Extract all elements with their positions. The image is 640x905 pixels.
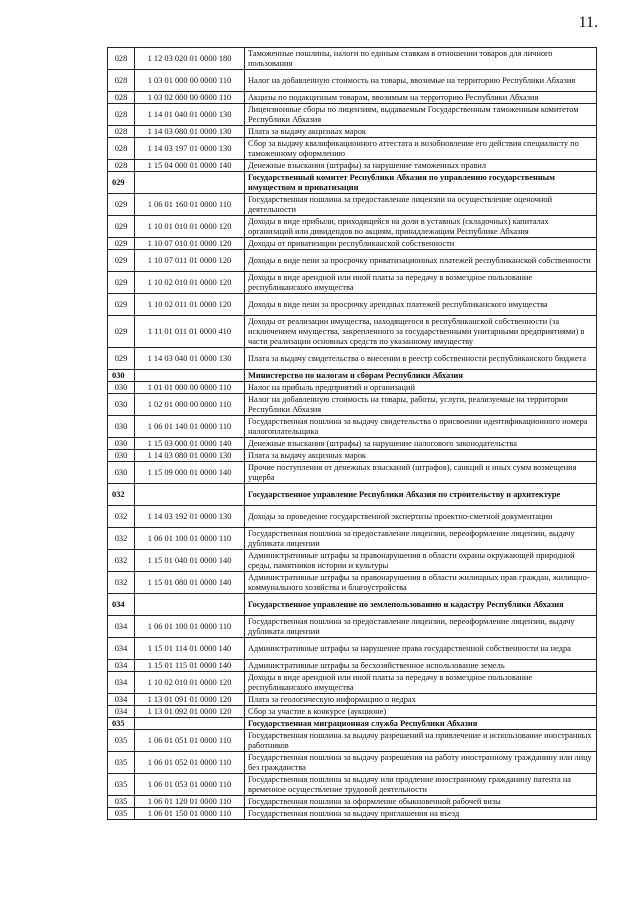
admin-code-cell: 035 xyxy=(108,796,135,808)
budget-code-cell xyxy=(135,594,245,616)
budget-code-cell: 1 06 01 140 01 0000 110 xyxy=(135,416,245,438)
budget-code-cell: 1 15 01 080 01 0000 140 xyxy=(135,572,245,594)
table-row xyxy=(108,294,597,316)
admin-code-cell: 034 xyxy=(108,616,135,638)
budget-code-cell xyxy=(135,718,245,730)
budget-code-cell: 1 14 03 197 01 0000 130 xyxy=(135,138,245,160)
budget-code-cell xyxy=(135,484,245,506)
admin-code-cell: 032 xyxy=(108,484,135,506)
admin-code-cell: 029 xyxy=(108,238,135,250)
description-cell: Государственная пошлина за предоставление лицензии, переоформление лицензии, выдачу дубликата лицензии xyxy=(245,528,597,550)
table-row xyxy=(108,706,597,718)
budget-code-cell: 1 14 03 040 01 0000 130 xyxy=(135,348,245,370)
budget-code-cell: 1 14 03 080 01 0000 130 xyxy=(135,450,245,462)
description-cell: Министерство по налогам и сборам Республики Абхазия xyxy=(245,370,597,382)
description-cell: Государственное управление Республики Абхазия по строительству и архитектуре xyxy=(245,484,597,506)
admin-code-cell: 030 xyxy=(108,416,135,438)
admin-code-cell: 035 xyxy=(108,730,135,752)
description-cell: Плата за выдачу акцизных марок xyxy=(245,126,597,138)
section-header-row xyxy=(108,370,597,382)
table-row xyxy=(108,694,597,706)
budget-code-cell: 1 10 01 010 01 0000 120 xyxy=(135,216,245,238)
description-cell: Доходы в виде пени за просрочку арендных платежей республиканского имущества xyxy=(245,294,597,316)
budget-code-cell: 1 01 01 000 00 0000 110 xyxy=(135,382,245,394)
budget-code-cell: 1 14 01 040 01 0000 130 xyxy=(135,104,245,126)
description-cell: Государственная пошлина за предоставление лицензии на осуществление оценочной деятельности xyxy=(245,194,597,216)
admin-code-cell: 028 xyxy=(108,70,135,92)
budget-code-cell: 1 10 02 010 01 0000 120 xyxy=(135,272,245,294)
budget-code-cell: 1 10 02 010 01 0000 120 xyxy=(135,672,245,694)
table-row xyxy=(108,238,597,250)
description-cell: Государственная пошлина за выдачу разрешений на привлечение и использование иностранных работников xyxy=(245,730,597,752)
admin-code-cell: 034 xyxy=(108,594,135,616)
table-row xyxy=(108,528,597,550)
admin-code-cell: 029 xyxy=(108,172,135,194)
budget-code-cell: 1 10 07 011 01 0000 120 xyxy=(135,250,245,272)
revenue-codes-table xyxy=(107,47,597,820)
budget-code-cell: 1 06 01 120 01 0000 110 xyxy=(135,796,245,808)
budget-code-cell: 1 06 01 160 01 0000 110 xyxy=(135,194,245,216)
table-row xyxy=(108,216,597,238)
description-cell: Доходы от приватизации республиканской собственности xyxy=(245,238,597,250)
admin-code-cell: 030 xyxy=(108,438,135,450)
description-cell: Доходы от реализации имущества, находящегося в республиканской собственности (за исключением имущества, закрепленного за государственными унитарными предприятиями) в части реализации основных средств по указанному имуществу xyxy=(245,316,597,348)
description-cell: Доходы в виде пени за просрочку приватизационных платежей республиканской собственности xyxy=(245,250,597,272)
description-cell: Прочие поступления от денежных взысканий (штрафов), санкций и иных сумм возмещения ущерба xyxy=(245,462,597,484)
table-row xyxy=(108,774,597,796)
admin-code-cell: 030 xyxy=(108,450,135,462)
budget-code-cell: 1 15 01 040 01 0000 140 xyxy=(135,550,245,572)
budget-code-cell: 1 12 03 020 01 0000 180 xyxy=(135,48,245,70)
admin-code-cell: 034 xyxy=(108,672,135,694)
description-cell: Доходы за проведение государственной экспертизы проектно-сметной документации xyxy=(245,506,597,528)
admin-code-cell: 028 xyxy=(108,160,135,172)
budget-code-cell xyxy=(135,370,245,382)
admin-code-cell: 029 xyxy=(108,316,135,348)
description-cell: Доходы в виде арендной или иной платы за передачу в возмездное пользование республиканского имущества xyxy=(245,672,597,694)
budget-code-cell: 1 02 01 000 00 0000 110 xyxy=(135,394,245,416)
budget-code-cell: 1 15 04 000 01 0000 140 xyxy=(135,160,245,172)
description-cell: Административные штрафы за правонарушения в области жилищных прав граждан, жилищно-коммунального хозяйства и благоустройства xyxy=(245,572,597,594)
admin-code-cell: 032 xyxy=(108,506,135,528)
admin-code-cell: 030 xyxy=(108,382,135,394)
table-row xyxy=(108,92,597,104)
table-row xyxy=(108,462,597,484)
description-cell: Государственный комитет Республики Абхазия по управлению государственным имуществом и приватизации xyxy=(245,172,597,194)
admin-code-cell: 030 xyxy=(108,462,135,484)
description-cell: Денежные взыскания (штрафы) за нарушение таможенных правил xyxy=(245,160,597,172)
description-cell: Лицензионные сборы по лицензиям, выдаваемым Государственным таможенным комитетом Республики Абхазия xyxy=(245,104,597,126)
section-header-row xyxy=(108,172,597,194)
table-row xyxy=(108,194,597,216)
description-cell: Государственная пошлина за выдачу или продление иностранному гражданину патента на временное осуществление трудовой деятельности xyxy=(245,774,597,796)
budget-code-cell: 1 06 01 100 01 0000 110 xyxy=(135,528,245,550)
table-row xyxy=(108,160,597,172)
table-row xyxy=(108,382,597,394)
budget-code-cell: 1 15 03 000 01 0000 140 xyxy=(135,438,245,450)
table-row xyxy=(108,126,597,138)
description-cell: Плата за выдачу свидетельства о внесении в реестр собственности республиканского бюджета xyxy=(245,348,597,370)
admin-code-cell: 030 xyxy=(108,370,135,382)
budget-code-cell: 1 15 09 000 01 0000 140 xyxy=(135,462,245,484)
budget-code-cell: 1 10 07 010 01 0000 120 xyxy=(135,238,245,250)
admin-code-cell: 028 xyxy=(108,92,135,104)
description-cell: Административные штрафы за правонарушения в области охраны окружающей природной среды, памятников истории и культуры xyxy=(245,550,597,572)
budget-code-cell: 1 13 01 091 01 0000 120 xyxy=(135,694,245,706)
description-cell: Налог на добавленную стоимость на товары, работы, услуги, реализуемые на территории Республики Абхазия xyxy=(245,394,597,416)
table-row xyxy=(108,752,597,774)
description-cell: Государственная пошлина за выдачу приглашения на въезд xyxy=(245,808,597,820)
budget-code-cell: 1 13 01 092 01 0000 120 xyxy=(135,706,245,718)
table-row xyxy=(108,796,597,808)
table-row xyxy=(108,348,597,370)
budget-code-cell: 1 14 03 080 01 0000 130 xyxy=(135,126,245,138)
admin-code-cell: 035 xyxy=(108,808,135,820)
admin-code-cell: 032 xyxy=(108,528,135,550)
table-row xyxy=(108,438,597,450)
table-row xyxy=(108,550,597,572)
table-row xyxy=(108,250,597,272)
admin-code-cell: 028 xyxy=(108,104,135,126)
description-cell: Налог на прибыль предприятий и организаций xyxy=(245,382,597,394)
table-row xyxy=(108,316,597,348)
admin-code-cell: 030 xyxy=(108,394,135,416)
admin-code-cell: 029 xyxy=(108,216,135,238)
table-row xyxy=(108,450,597,462)
admin-code-cell: 032 xyxy=(108,550,135,572)
table-row xyxy=(108,730,597,752)
table-row xyxy=(108,272,597,294)
description-cell: Государственная пошлина за выдачу разрешения на работу иностранному гражданину или лицу без гражданства xyxy=(245,752,597,774)
table-row xyxy=(108,70,597,92)
description-cell: Государственная миграционная служба Республики Абхазия xyxy=(245,718,597,730)
table-row xyxy=(108,138,597,160)
description-cell: Государственная пошлина за предоставление лицензии, переоформление лицензии, выдачу дубликата лицензии xyxy=(245,616,597,638)
description-cell: Акцизы по подакцизным товарам, ввозимым на территорию Республики Абхазия xyxy=(245,92,597,104)
admin-code-cell: 028 xyxy=(108,48,135,70)
table-row xyxy=(108,672,597,694)
description-cell: Денежные взыскания (штрафы) за нарушение налогового законодательства xyxy=(245,438,597,450)
budget-code-cell: 1 03 02 000 00 0000 110 xyxy=(135,92,245,104)
table-row xyxy=(108,808,597,820)
admin-code-cell: 034 xyxy=(108,694,135,706)
description-cell: Государственная пошлина за выдачу свидетельства о присвоении идентификационного номера налогоплательщика xyxy=(245,416,597,438)
admin-code-cell: 028 xyxy=(108,138,135,160)
description-cell: Доходы в виде прибыли, приходящейся на доли в уставных (складочных) капиталах организаций или дивидендов по акциям, принадлежащим Республике Абхазия xyxy=(245,216,597,238)
admin-code-cell: 029 xyxy=(108,272,135,294)
section-header-row xyxy=(108,718,597,730)
table-row xyxy=(108,506,597,528)
budget-code-cell: 1 10 02 011 01 0000 120 xyxy=(135,294,245,316)
section-header-row xyxy=(108,594,597,616)
budget-code-cell: 1 15 01 114 01 0000 140 xyxy=(135,638,245,660)
budget-code-cell: 1 06 01 150 01 0000 110 xyxy=(135,808,245,820)
budget-code-cell xyxy=(135,172,245,194)
table-row xyxy=(108,416,597,438)
description-cell: Административные штрафы за нарушение права государственной собственности на недра xyxy=(245,638,597,660)
table-row xyxy=(108,660,597,672)
budget-code-cell: 1 06 01 053 01 0000 110 xyxy=(135,774,245,796)
admin-code-cell: 034 xyxy=(108,706,135,718)
section-header-row xyxy=(108,484,597,506)
description-cell: Плата за выдачу акцизных марок xyxy=(245,450,597,462)
budget-code-cell: 1 14 03 192 01 0000 130 xyxy=(135,506,245,528)
table-row xyxy=(108,572,597,594)
admin-code-cell: 034 xyxy=(108,660,135,672)
admin-code-cell: 035 xyxy=(108,752,135,774)
table-row xyxy=(108,394,597,416)
admin-code-cell: 029 xyxy=(108,348,135,370)
budget-code-cell: 1 15 01 115 01 0000 140 xyxy=(135,660,245,672)
budget-code-cell: 1 06 01 100 01 0000 110 xyxy=(135,616,245,638)
description-cell: Административные штрафы за бесхозяйственное использование земель xyxy=(245,660,597,672)
admin-code-cell: 029 xyxy=(108,250,135,272)
admin-code-cell: 029 xyxy=(108,294,135,316)
description-cell: Плата за геологическую информацию о недрах xyxy=(245,694,597,706)
table-row xyxy=(108,48,597,70)
table-row xyxy=(108,616,597,638)
budget-code-cell: 1 11 01 011 01 0000 410 xyxy=(135,316,245,348)
budget-code-cell: 1 03 01 000 00 0000 110 xyxy=(135,70,245,92)
description-cell: Государственная пошлина за оформление обыкновенной рабочей визы xyxy=(245,796,597,808)
admin-code-cell: 035 xyxy=(108,718,135,730)
description-cell: Сбор за участие в конкурсе (аукционе) xyxy=(245,706,597,718)
admin-code-cell: 032 xyxy=(108,572,135,594)
budget-code-cell: 1 06 01 052 01 0000 110 xyxy=(135,752,245,774)
description-cell: Налог на добавленную стоимость на товары, ввозимые на территорию Республики Абхазия xyxy=(245,70,597,92)
table-row xyxy=(108,638,597,660)
budget-code-cell: 1 06 01 051 01 0000 110 xyxy=(135,730,245,752)
description-cell: Государственное управление по землепользованию и кадастру Республики Абхазия xyxy=(245,594,597,616)
page-number: 11. xyxy=(578,14,598,31)
description-cell: Таможенные пошлины, налоги по единым ставкам в отношении товаров для личного пользования xyxy=(245,48,597,70)
admin-code-cell: 034 xyxy=(108,638,135,660)
admin-code-cell: 028 xyxy=(108,126,135,138)
admin-code-cell: 029 xyxy=(108,194,135,216)
description-cell: Доходы в виде арендной или иной платы за передачу в возмездное пользование республиканского имущества xyxy=(245,272,597,294)
description-cell: Сбор за выдачу квалификационного аттестата и возобновление его действия специалисту по таможенному оформлению xyxy=(245,138,597,160)
table-row xyxy=(108,104,597,126)
admin-code-cell: 035 xyxy=(108,774,135,796)
